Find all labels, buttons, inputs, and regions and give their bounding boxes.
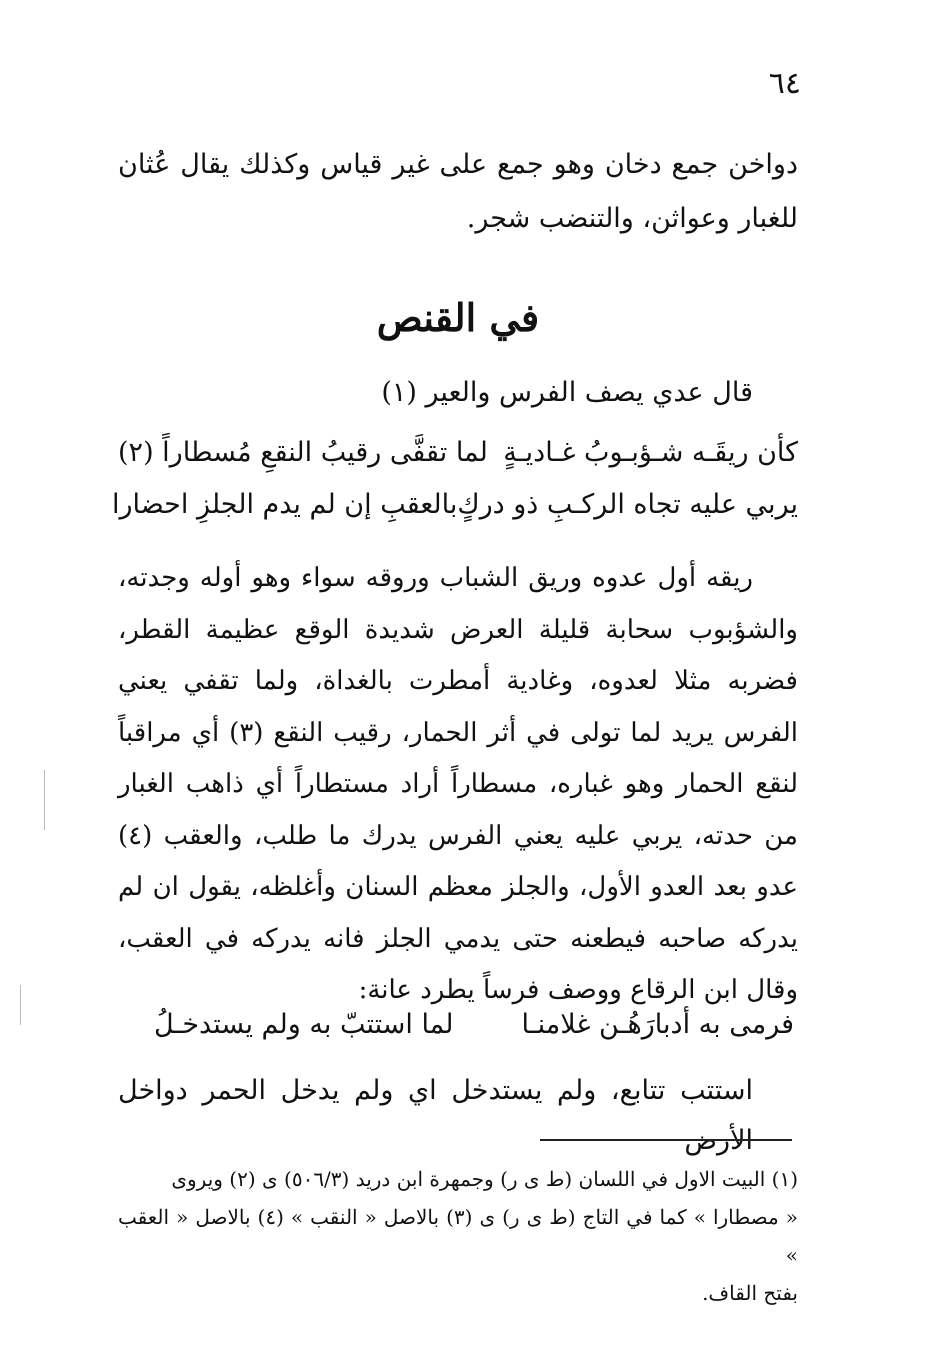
footnote-line-1: (١) البيت الاول في اللسان (ط ى ر) وجمهرة ابن دريد (٥٠٦/٣) ى (٢) ويروى — [171, 1167, 798, 1191]
commentary-section — [118, 553, 798, 1017]
verse-2-second-hemistich: بالعقبِ إن لم يدم الجلزِ احضارا — [112, 489, 458, 520]
page-number: ٦٤ — [768, 66, 801, 101]
quoted-verse — [154, 1000, 794, 1050]
commentary-paragraph: ريقه أول عدوه وريق الشباب وروقه سواء وهو أوله وجدته، والشؤبوب سحابة قليلة العرض شديدة الوقع عظيمة القطر، فضربه مثلا لعدوه، وغادية أمطرت بالغداة، ولما تقفي يعني الفرس يريد لما تولى في أثر الحمار، رقيب النقع (٣) أي مراقباً لنقع الحمار وهو غباره، مسطاراً أراد مستطاراً أي ذاهب الغبار من حدته، يربي عليه يعني الفرس يدرك ما طلب، والعقب (٤) عدو بعد العدو الأول، والجلز معظم السنان وأغلظه، يقول ان لم يدركه صاحبه فيطعنه حتى يدمي الجلز فانه يدركه في العقب، وقال ابن الرقاع ووصف فرساً يطرد عانة: — [118, 563, 798, 1005]
scan-artifact — [44, 770, 45, 830]
verse-2-first-hemistich: يربي عليه تجاه الركـبِ ذو دركٍ — [457, 489, 798, 520]
footnote-line-2: « مصطارا » كما في التاج (ط ى ر) ى (٣) بالاصل « النقب » (٤) بالاصل « العقب » — [118, 1205, 798, 1267]
quoted-verse-second-hemistich: لما استتبّ به ولم يستدخـلُ — [154, 1009, 454, 1040]
quoted-verse-first-hemistich: فرمى به أدبارَهُـن غلامنـا — [521, 1009, 794, 1040]
verse-1-second-hemistich: لما تقفَّى رقيبُ النقعِ مُسطاراً (٢) — [118, 437, 488, 468]
section-title: في القنص — [376, 295, 540, 340]
verse-explanation: استتب تتابع، ولم يستدخل اي ولم يدخل الحمر دواخل الأرض — [118, 1075, 753, 1156]
poem-attribution: قال عدي يصف الفرس والعير (١) — [381, 377, 753, 408]
footnotes — [118, 1160, 798, 1312]
verse-line-1 — [118, 428, 798, 478]
footnote-separator — [540, 1139, 792, 1141]
intro-paragraph: دواخن جمع دخان وهو جمع على غير قياس وكذلك يقال عُثان للغبار وعواثن، والتنضب شجر. — [118, 149, 798, 234]
footnote-line-3: بفتح القاف. — [702, 1281, 798, 1305]
verse-line-2 — [112, 480, 798, 530]
scan-artifact — [20, 985, 21, 1025]
verse-1-first-hemistich: كأن ريقَـه شـؤبـوبُ غـاديـةٍ — [503, 437, 798, 468]
